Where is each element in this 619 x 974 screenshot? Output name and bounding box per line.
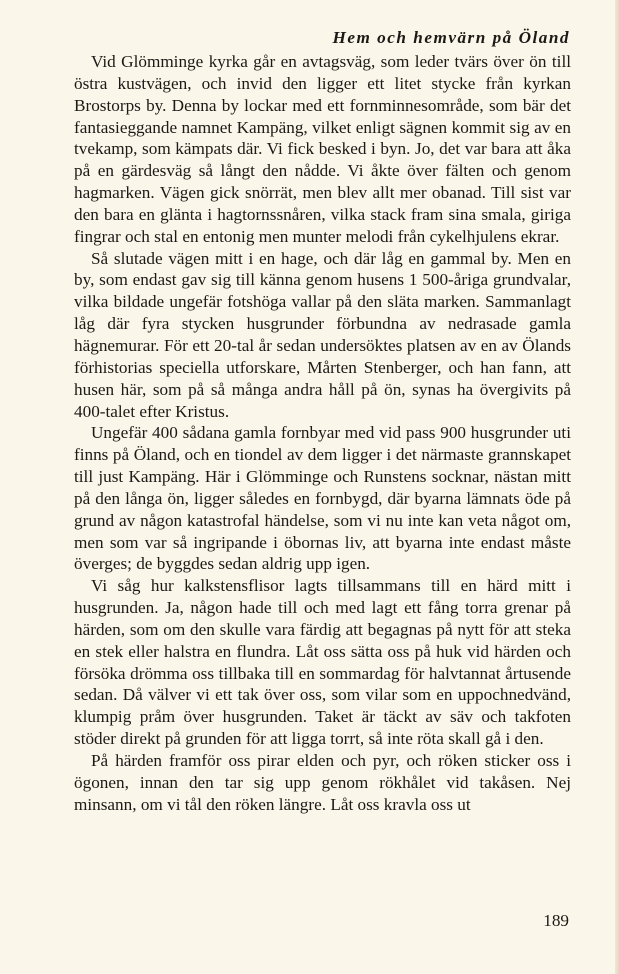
- paragraph-2: Så slutade vägen mitt i en hage, och där låg en gammal by. Men en by, som endast gav sig till känna genom husens 1 500-åriga grundvalar, vilka bildade ungefär fotshöga vallar på den släta marken. Sammanlagt låg där fyra stycken husgrunder förbundna av nedrasade gamla hägnemurar. För ett 20-tal år sedan undersöktes platsen av en av Ölands förhistorias speciella utforskare, Mårten Stenberger, och han fann, att husen här, som på så många andra håll på ön, synas ha övergivits på 400-talet efter Kristus.: [74, 248, 571, 421]
- body-text: [74, 51, 571, 816]
- paragraph-4: Vi såg hur kalkstensflisor lagts tillsammans till en härd mitt i husgrunden. Ja, någon hade till och med lagt ett fång torra grenar på härden, som om den skulle vara färdig att begagnas på nytt för att steka en stek eller halstra en flundra. Låt oss sätta oss på huk vid härden och försöka drömma oss tillbaka till en sommardag för halvtannat årtusende sedan. Då välver vi ett tak över oss, som vilar som en uppochnedvänd, klumpig pråm över husgrunden. Taket är täckt av säv och takfoten stöder direkt på grunden för att ligga torrt, så inte röta skall gå i den.: [74, 576, 571, 749]
- paragraph-3: Ungefär 400 sådana gamla fornbyar med vid pass 900 husgrunder uti finns på Öland, och en tiondel av dem ligger i det närmaste grannskapet till just Kampäng. Här i Glömminge och Runstens socknar, nästan mitt på den långa ön, ligger således en fornbygd, där byarna lämnats öde på grund av någon katastrofal händelse, som vi nu inte kan veta något om, men som var så ingripande i öbornas liv, att byarna inte endast måste överges; de byggdes sedan aldrig upp igen.: [74, 423, 571, 574]
- paragraph-1: Vid Glömminge kyrka går en avtagsväg, som leder tvärs över ön till östra kustvägen, och invid den ligger ett litet stycke från kyrkan Brostorps by. Denna by lockar med ett fornminnesområde, som bär det fantasieggande namnet Kampäng, vilket enligt sägnen kommit sig av en tvekamp, som kämpats där. Vi fick besked i byn. Jo, det var bara att åka på en gärdesväg så långt den nådde. Vi åkte över fälten och genom hagmarken. Vägen gick snörrät, men blev allt mer obanad. Till sist var den bara en glänta i hagtornssnåren, vilka stack fram sina smala, giriga fingrar och stal en entonig men munter melodi från cykelhjulens ekrar.: [74, 52, 571, 246]
- paragraph-5: På härden framför oss pirar elden och pyr, och röken sticker oss i ögonen, innan den tar sig upp genom rökhålet vid takåsen. Nej minsann, om vi tål den röken längre. Låt oss kravla oss ut: [74, 751, 571, 814]
- page-number: 189: [543, 911, 569, 930]
- page-edge-shadow: [615, 0, 619, 974]
- running-header: Hem och hemvärn på Öland: [332, 28, 570, 47]
